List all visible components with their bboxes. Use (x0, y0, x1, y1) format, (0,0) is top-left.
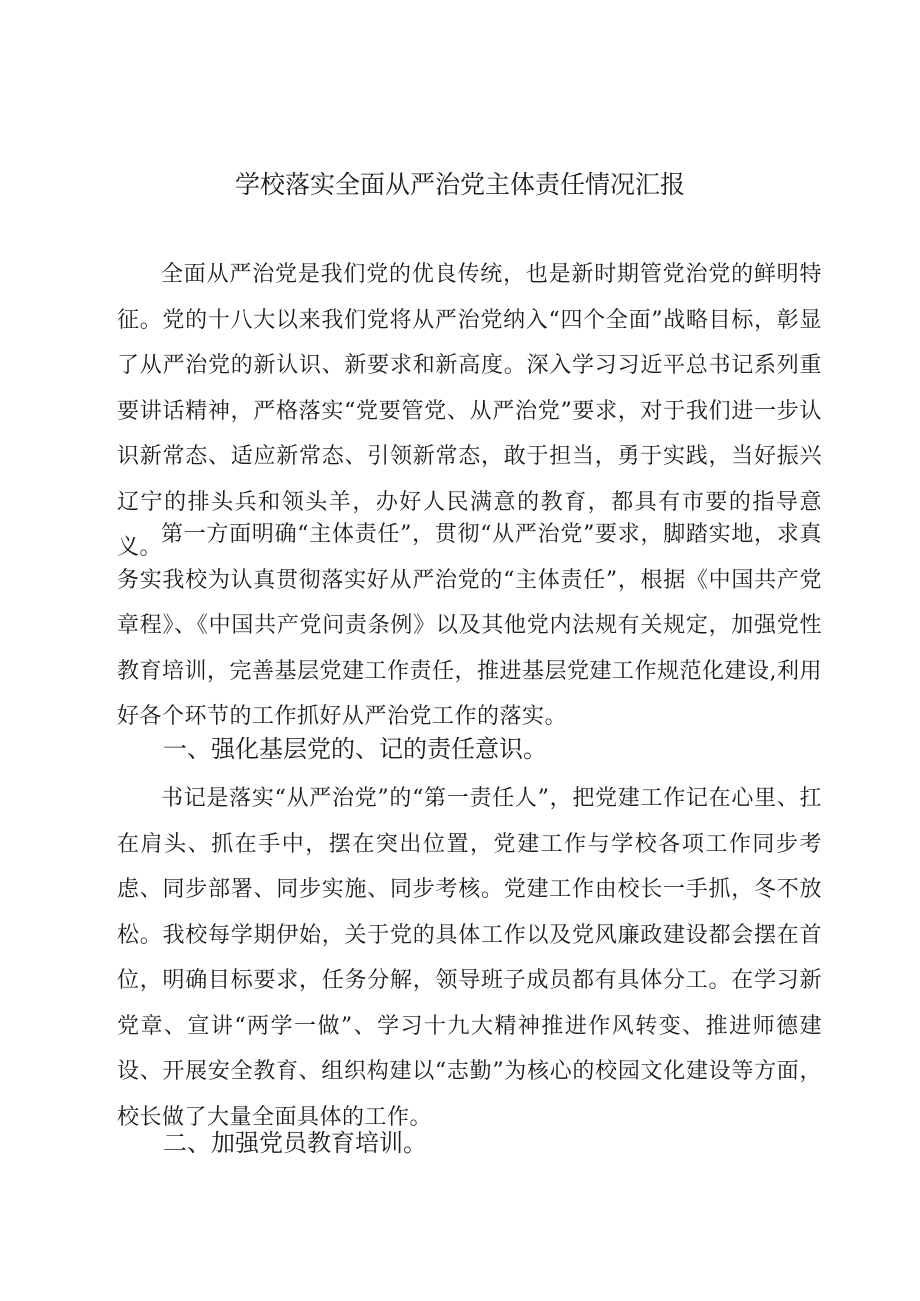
document-title: 学校落实全面从严治党主体责任情况汇报 (234, 170, 685, 199)
paragraph-main-responsibility: 第一方面明确“主体责任”，贯彻“从严治党”要求，脚踏实地，求真务实我校为认真贯彻落实好从严治党的“主体责任”，根据《中国共产党章程》、《中国共产党问责条例》以及其他党内法规有关规定，加强党性教育培训，完善基层党建工作责任，推进基层党建工作规范化建设,利用好各个环节的工作抓好从严治党工作的落实。 (117, 522, 822, 729)
paragraph-intro: 全面从严治党是我们党的优良传统，也是新时期管党治党的鲜明特征。党的十八大以来我们党将从严治党纳入“四个全面”战略目标，彰显了从严治党的新认识、新要求和新高度。深入学习习近平总书记系列重要讲话精神，严格落实“党要管党、从严治党”要求，对于我们进一步认识新常态、适应新常态、引领新常态，敢于担当，勇于实践，当好振兴辽宁的排头兵和领头羊，办好人民满意的教育，都具有市要的指导意义。 (117, 262, 822, 560)
section-heading-1: 一、强化基层党的、记的责任意识。 (163, 735, 547, 763)
paragraph-secretary-responsibility: 书记是落实“从严治党”的“第一责任人”，把党建工作记在心里、扛在肩头、抓在手中，摆在突出位置，党建工作与学校各项工作同步考虑、同步部署、同步实施、同步考核。党建工作由校长一手抓，冬不放松。我校每学期伊始，关于党的具体工作以及党风廉政建设都会摆在首位，明确目标要求，任务分解，领导班子成员都有具体分工。在学习新党章、宣讲“两学一做”、学习十九大精神推进作风转变、推进师德建设、开展安全教育、组织构建以“志勤”为核心的校园文化建设等方面，校长做了大量全面具体的工作。 (117, 786, 822, 1130)
section-heading-2: 二、加强党员教育培训。 (163, 1129, 427, 1157)
